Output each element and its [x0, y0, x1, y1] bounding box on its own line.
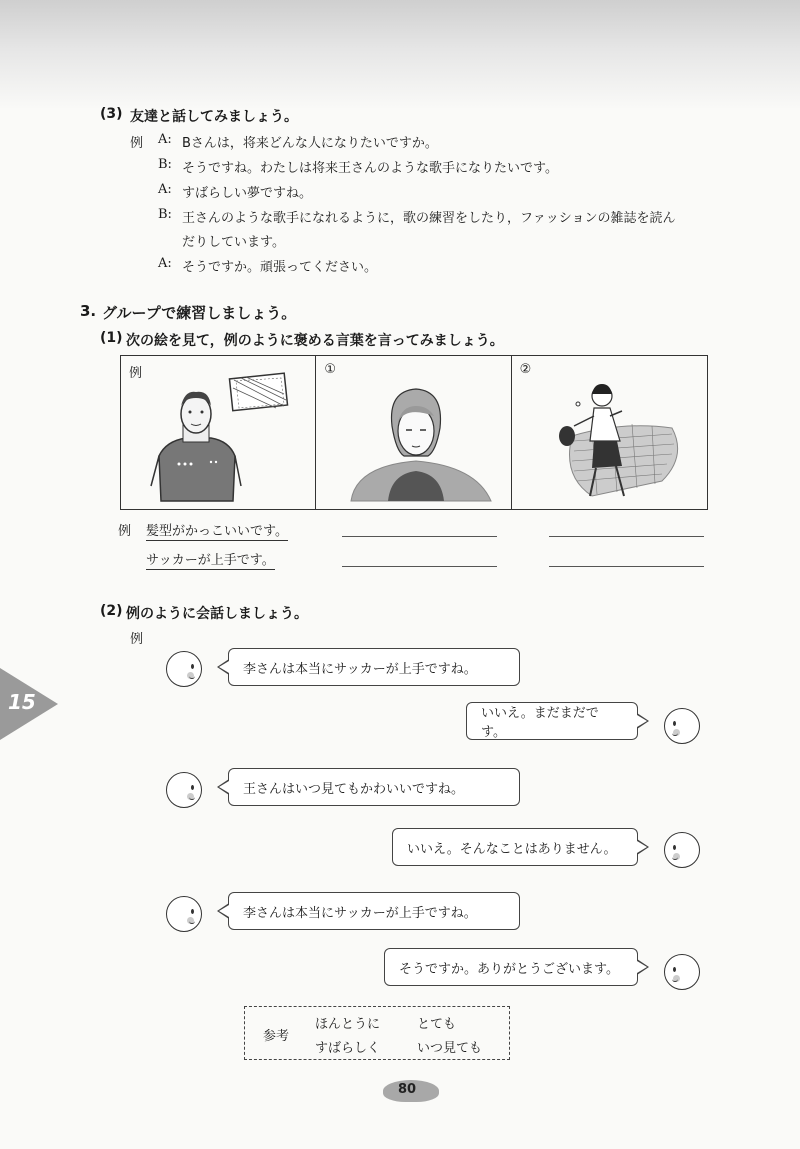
- part2-example-label: 例: [130, 632, 144, 647]
- dialog-speaker: A:: [158, 132, 172, 147]
- speech-bubble: [392, 828, 638, 866]
- listener-face-icon: [664, 954, 700, 990]
- answer-blank-line: [342, 566, 497, 567]
- dialog-speaker: A:: [158, 256, 172, 271]
- bubble-text: 李さんは本当にサッカーが上手ですね。: [243, 661, 477, 677]
- answer-blank-line: [342, 536, 497, 537]
- reference-label: 参考: [263, 1029, 290, 1044]
- picture-cell-example: [121, 356, 316, 509]
- exercise3-number: 3.: [80, 302, 97, 320]
- part1-number: (1): [100, 330, 123, 346]
- dialog-line: そうですか。頑張ってください。: [182, 260, 378, 275]
- page-number: 80: [398, 1082, 417, 1097]
- answer-blank-line: [549, 536, 704, 537]
- part2-number: (2): [100, 603, 123, 619]
- part1-title: 次の絵を見て，例のように褒める言葉を言ってみましょう。: [126, 333, 504, 349]
- dialog-speaker: B:: [158, 207, 172, 222]
- picture-cell-1: [316, 356, 511, 509]
- bubble-text: そうですか。ありがとうございます。: [399, 961, 619, 977]
- soccer-player-illustration: [121, 356, 316, 509]
- answer-blank-line: [549, 566, 704, 567]
- part2-title: 例のように会話しましょう。: [126, 606, 308, 622]
- page-top-shading: [0, 0, 800, 110]
- dialog-line: すばらしい夢ですね。: [182, 186, 313, 201]
- dialog-line: 王さんのような歌手になれるように，歌の練習をしたり，ファッションの雑誌を読ん: [182, 211, 676, 226]
- speech-bubble: [228, 648, 520, 686]
- picture-cell-2: [512, 356, 707, 509]
- cell-label: 例: [129, 366, 143, 381]
- example-answer-1: 髪型がかっこいいです。: [146, 520, 288, 541]
- section3-title: 友達と話してみましょう。: [130, 109, 298, 125]
- section3-number: (3): [100, 106, 123, 122]
- bubble-text: 李さんは本当にサッカーが上手ですね。: [243, 905, 477, 921]
- speaker-face-icon: [166, 651, 202, 687]
- dialog-speaker: A:: [158, 182, 172, 197]
- dialog-speaker: B:: [158, 157, 172, 172]
- speaker-face-icon: [166, 772, 202, 808]
- dialog-line: そうですね。わたしは将来王さんのような歌手になりたいです。: [182, 161, 558, 176]
- speaker-face-icon: [166, 896, 202, 932]
- reference-word: すばらしく: [315, 1041, 381, 1056]
- dialog-line-continued: だりしています。: [182, 235, 285, 250]
- cell-label: ①: [324, 362, 336, 377]
- listener-face-icon: [664, 832, 700, 868]
- speech-bubble: [228, 768, 520, 806]
- bubble-text: いいえ。まだまだです。: [481, 706, 599, 740]
- exercise3-title: グループで練習しましょう。: [102, 304, 297, 322]
- example-answer-2: サッカーが上手です。: [146, 549, 275, 570]
- reference-word: いつ見ても: [417, 1041, 483, 1056]
- reference-box: [244, 1006, 510, 1060]
- section3-example-label: 例: [130, 136, 144, 151]
- bubble-text: いいえ。そんなことはありません。: [407, 841, 617, 857]
- woman-illustration: [316, 356, 511, 509]
- dialog-line: Bさんは，将来どんな人になりたいですか。: [182, 136, 438, 151]
- bubble-text: 王さんはいつ見てもかわいいですね。: [243, 781, 465, 797]
- chapter-number: 15: [8, 690, 36, 714]
- picture-table: [120, 355, 708, 510]
- reference-word: ほんとうに: [315, 1017, 381, 1032]
- speech-bubble: [384, 948, 638, 986]
- speech-bubble: [228, 892, 520, 930]
- listener-face-icon: [664, 708, 700, 744]
- reference-word: とても: [417, 1017, 457, 1032]
- cell-label: ②: [519, 362, 532, 377]
- part1-example-label: 例: [118, 524, 132, 539]
- speech-bubble: [466, 702, 638, 740]
- table-tennis-player-illustration: [512, 356, 707, 509]
